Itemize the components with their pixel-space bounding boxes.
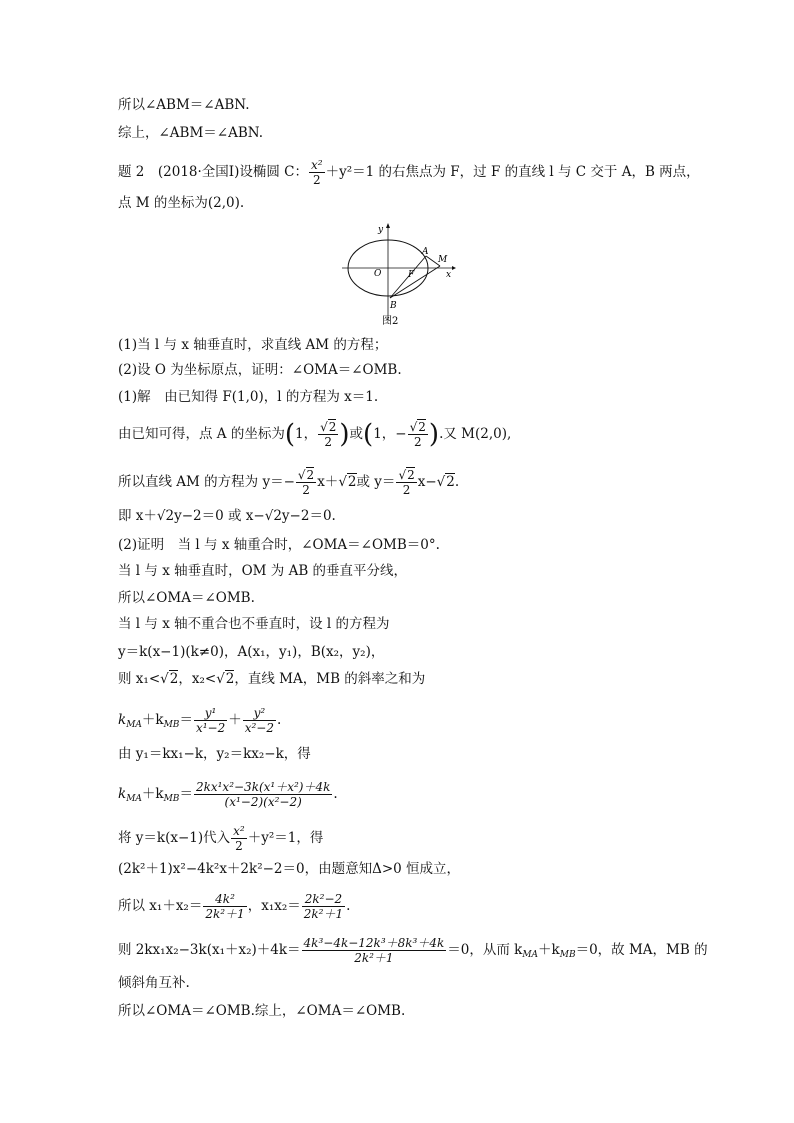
question-1: (1)当 l 与 x 轴垂直时，求直线 AM 的方程； [118,337,388,353]
solution-line: 则 x₁<√2，x₂<√2，直线 MA，MB 的斜率之和为 [118,671,426,687]
figure-caption: 图2 [382,316,399,327]
solution-line: 即 x＋√2y−2＝0 或 x−√2y−2＝0. [118,508,336,524]
ellipse-figure [340,222,460,332]
solution-line: 将 y＝k(x−1)代入 $\frac{\text{x²}}{2}$ ＋y²＝1，得 [118,824,324,853]
solution-line: (1)解 由已知得 F(1,0)，l 的方程为 x＝1. [118,389,379,405]
problem-statement: 题 2 (2018·全国Ⅰ)设椭圆 C： $\frac{\text{x²}}{2}$ ＋y²＝1 的右焦点为 F，过 F 的直线 l 与 C 交于 A，B 两点， [118,158,700,187]
label-m: M [438,255,448,265]
solution-line: 所以直线 AM 的方程为 y＝− $\frac{√2}{2}$ x＋√2或 y＝ $\frac{√2}{2}$ x−√2. [118,468,460,497]
label-y: y [378,225,384,235]
x-axis-arrow [452,266,456,270]
label-f: F [408,270,415,280]
fraction: $\frac{\text{x²}}{2}$ [311,158,323,187]
segment-bm [390,266,440,298]
solution-line: $k_{MA}+k_{MB}=$ $\frac{\text{y¹}}{\text{x¹−2}}$ ＋ $\frac{\text{y²}}{\text{x²−2}}$ . [118,706,282,735]
ellipse-diagram [340,222,460,328]
label-a: A [422,247,429,257]
solution-line: 由已知可得，点 A 的坐标为(1， $\frac{√2}{2}$ )或(1，− $\frac{√2}{2}$ ).又 M(2,0), [118,419,512,450]
solution-line: 所以∠OMA＝∠OMB. [118,590,255,606]
solution-line: y＝k(x−1)(k≠0)，A(x₁，y₁)，B(x₂，y₂)， [118,644,385,660]
solution-line: 当 l 与 x 轴垂直时，OM 为 AB 的垂直平分线， [118,563,408,579]
text-line: 所以∠ABM＝∠ABN. [118,97,250,113]
solution-line: 所以 x₁＋x₂＝ $\frac{\text{4k²}}{\text{2k²＋1}}$ ，x₁x₂＝ $\frac{\text{2k²−2}}{\text{2k²＋1}}$ . [118,892,351,921]
solution-line: 由 y₁＝kx₁−k，y₂＝kx₂−k，得 [118,746,311,762]
text-line: 点 M 的坐标为(2,0). [118,195,245,211]
solution-line: 当 l 与 x 轴不重合也不垂直时，设 l 的方程为 [118,616,390,632]
solution-line: 所以∠OMA＝∠OMB.综上，∠OMA＝∠OMB. [118,1003,406,1019]
label-b: B [390,301,397,311]
y-axis-arrow [386,223,390,228]
label-x: x [446,270,452,280]
solution-line: 倾斜角互补. [118,975,190,991]
label-o: O [374,269,382,279]
solution-line: (2)证明 当 l 与 x 轴重合时，∠OMA＝∠OMB＝0°. [118,537,440,553]
solution-line: 则 2kx₁x₂−3k(x₁＋x₂)＋4k＝ $\frac{\text{4k³−4k−12k³＋8k³＋4k}}{\text{2k²＋1}}$ ＝0，从而 $k_{MA}+k_{MB}=0$，故 MA，MB 的 [118,936,708,965]
solution-line: (2k²＋1)x²−4k²x＋2k²−2＝0，由题意知Δ>0 恒成立， [118,861,461,877]
text-line: 综上，∠ABM＝∠ABN. [118,125,264,141]
solution-line: $k_{MA}+k_{MB}=$ $\frac{\text{2kx¹x²−3k(x¹＋x²)＋4k}}{\text{(x¹−2)(x²−2)}}$ . [118,780,338,809]
question-2: (2)设 O 为坐标原点，证明：∠OMA＝∠OMB. [118,362,402,378]
